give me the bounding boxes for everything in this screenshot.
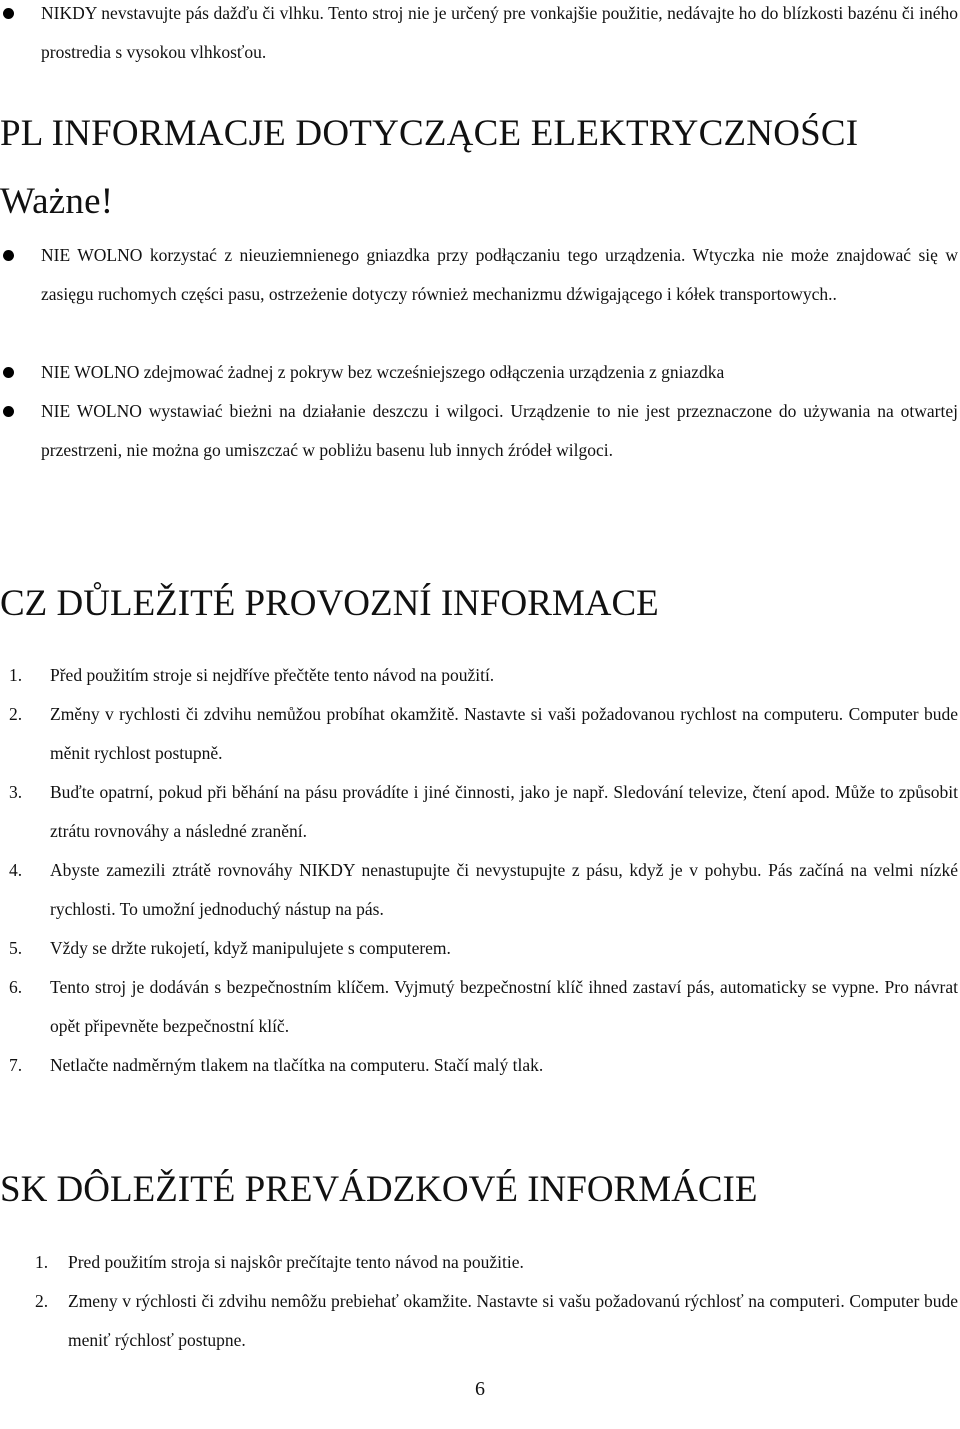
list-item-text: Buďte opatrní, pokud při běhání na pásu provádíte i jiné činnosti, jako je např. Sledování televize, čtení apod. Může to způsobit ztrátu rovnováhy a následné zranění. [50,782,958,841]
list-number: 2. [9,704,23,724]
section-subtitle: Ważne! [0,181,114,222]
list-number: 2. [35,1291,49,1311]
list-item-text: NIE WOLNO wystawiać bieżni na działanie deszczu i wilgoci. Urządzenie to nie jest przeznaczone do używania na otwartej przestrzeni, nie można go umiszczać w pobliżu basenu lub innych źródeł wilgoci. [41,401,958,460]
list-item-text: Netlačte nadměrným tlakem na tlačítka na computeru. Stačí malý tlak. [50,1055,544,1075]
list-number: 3. [9,782,23,802]
bullet-icon [3,406,14,417]
section-title: CZ DŮLEŽITÉ PROVOZNÍ INFORMACE [0,583,659,624]
bullet-icon [3,367,14,378]
list-item-text: Před použitím stroje si nejdříve přečtěte tento návod na použití. [50,665,495,685]
list-number: 4. [9,860,23,880]
bullet-icon [3,8,14,19]
list-item-text: Změny v rychlosti či zdvihu nemůžou probíhat okamžitě. Nastavte si vaši požadovanou rychlost na computeru. Computer bude měnit rychlost postupně. [50,704,958,763]
page-number: 6 [475,1378,485,1400]
list-item-text: Tento stroj je dodáván s bezpečnostním klíčem. Vyjmutý bezpečnostní klíč ihned zastaví pás, automaticky se vypne. Pro návrat opět připevněte bezpečnostní klíč. [50,977,958,1036]
list-item-text: Vždy se držte rukojetí, když manipulujete s computerem. [50,938,451,958]
list-number: 1. [35,1252,49,1272]
list-number: 7. [9,1055,23,1075]
list-item-text: NIKDY nevstavujte pás dažďu či vlhku. Tento stroj nie je určený pre vonkajšie použitie, nedávajte ho do blízkosti bazénu či iného prostredia s vysokou vlhkosťou. [41,3,958,62]
list-number: 5. [9,938,23,958]
section-title: SK DÔLEŽITÉ PREVÁDZKOVÉ INFORMÁCIE [0,1169,758,1210]
list-item-text: Zmeny v rýchlosti či zdvihu nemôžu prebiehať okamžite. Nastavte si vašu požadovanú rýchlosť na computeri. Computer bude meniť rýchlosť postupne. [68,1291,958,1350]
section-title: PL INFORMACJE DOTYCZĄCE ELEKTRYCZNOŚCI [0,113,859,154]
list-number: 6. [9,977,23,997]
list-item-text: NIE WOLNO korzystać z nieuziemnienego gniazdka przy podłączaniu tego urządzenia. Wtyczka nie może znajdować się w zasięgu ruchomych części pasu, ostrzeżenie dotyczy również mechanizmu dźwigającego i kółek transportowych.. [41,245,958,304]
list-number: 1. [9,665,23,685]
list-item-text: Abyste zamezili ztrátě rovnováhy NIKDY nenastupujte či nevystupujte z pásu, když je v pohybu. Pás začíná na velmi nízké rychlosti. To umožní jednoduchý nástup na pás. [50,860,958,919]
list-item-text: NIE WOLNO zdejmować żadnej z pokryw bez wcześniejszego odłączenia urządzenia z gniazdka [41,362,725,382]
bullet-icon [3,250,14,261]
list-item-text: Pred použitím stroja si najskôr prečítajte tento návod na použitie. [68,1252,524,1272]
